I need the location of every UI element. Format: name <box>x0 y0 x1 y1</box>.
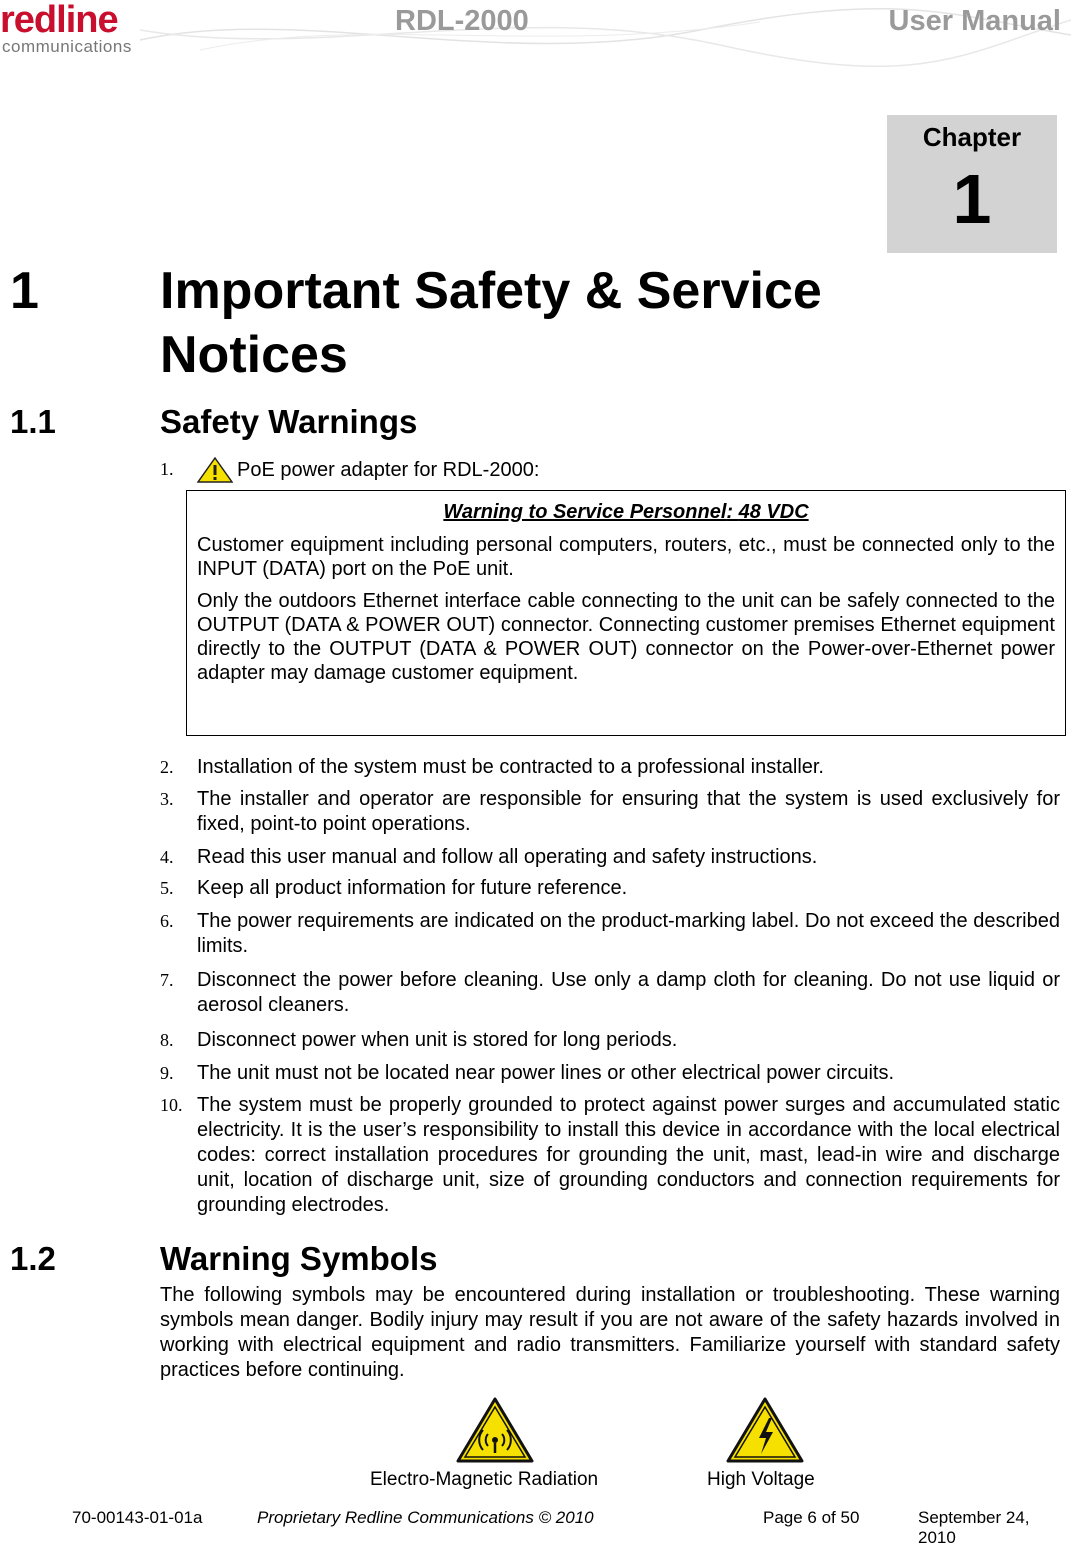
list-item <box>160 787 1060 837</box>
list-item <box>160 909 1060 959</box>
section-title: Warning Symbols <box>160 1240 438 1277</box>
list-item-text: The installer and operator are responsible for ensuring that the system is used exclusively for fixed, point-to point operations. <box>197 788 1060 835</box>
list-item-number: 9. <box>160 1063 174 1083</box>
list-item-text: Installation of the system must be contracted to a professional installer. <box>197 756 824 778</box>
chapter-label: Chapter <box>922 122 1022 152</box>
list-item-text: Keep all product information for future reference. <box>197 877 628 899</box>
section-number: 1.2 <box>10 1240 56 1277</box>
warning-title-voltage: 48 VDC <box>738 501 809 523</box>
warning-paragraph: Only the outdoors Ethernet interface cable connecting to the unit can be safely connected to the OUTPUT (DATA & POWER OUT) connector. Connecting customer premises Ethernet equipment directly to the OUTPUT (DATA & POWER OUT) connector on the Power-over-Ethernet power adapter may damage customer equipment. <box>197 590 1055 684</box>
chapter-heading-number: 1 <box>10 262 39 320</box>
warning-title-main: Warning to Service Personnel <box>443 501 727 523</box>
header-product-name: RDL-2000 <box>395 5 529 37</box>
chapter-heading-title: Important Safety & Service Notices <box>160 262 822 384</box>
high-voltage-icon <box>725 1396 805 1464</box>
list-item-number: 5. <box>160 878 174 898</box>
list-item-number: 3. <box>160 789 174 809</box>
footer-proprietary-notice: Proprietary Redline Communications © 2010 <box>257 1508 594 1527</box>
list-item-number: 6. <box>160 911 174 931</box>
list-item-text: Disconnect power when unit is stored for long periods. <box>197 1029 678 1051</box>
list-item-number: 7. <box>160 970 174 990</box>
list-item <box>160 1093 1060 1218</box>
list-item <box>160 1061 1060 1086</box>
high-voltage-label: High Voltage <box>707 1469 815 1490</box>
list-item <box>160 845 1060 870</box>
warning-paragraph: Customer equipment including personal computers, routers, etc., must be connected only to the INPUT (DATA) port on the PoE unit. <box>197 534 1055 580</box>
electromagnetic-radiation-icon <box>455 1396 535 1464</box>
list-item-text: Disconnect the power before cleaning. Use only a damp cloth for cleaning. Do not use liquid or aerosol cleaners. <box>197 969 1060 1016</box>
chapter-box <box>887 115 1057 253</box>
list-item <box>160 1028 1060 1053</box>
warning-box-title <box>197 499 1055 525</box>
list-item-text: PoE power adapter for RDL-2000: <box>237 458 540 481</box>
symbols-intro-paragraph: The following symbols may be encountered during installation or troubleshooting. These warning symbols mean danger. Bodily injury may result if you are not aware of the safety hazards involved in working with electrical equipment and radio transmitters. Familiarize yourself with standard safety practices before continuing. <box>160 1284 1060 1381</box>
list-item-text: Read this user manual and follow all operating and safety instructions. <box>197 846 818 868</box>
list-item <box>160 755 1060 780</box>
footer-document-number: 70-00143-01-01a <box>72 1508 203 1527</box>
section-number: 1.1 <box>10 403 56 440</box>
list-item-text: The power requirements are indicated on the product-marking label. Do not exceed the described limits. <box>197 910 1060 957</box>
list-item-number: 10. <box>160 1095 183 1115</box>
list-item <box>160 457 1060 483</box>
warning-triangle-icon <box>197 457 233 483</box>
list-item-number: 4. <box>160 847 174 867</box>
list-item-number: 1. <box>160 459 174 479</box>
list-item-text: The system must be properly grounded to protect against power surges and accumulated static electricity. It is the user’s responsibility to install this device in accordance with the local electrical codes: correct installation procedures for grounding the unit, mast, lead-in wire and discharge unit, location of discharge unit, size of grounding conductors and connection requirements for grounding electrodes. <box>197 1094 1060 1216</box>
electromagnetic-radiation-label: Electro-Magnetic Radiation <box>370 1469 599 1490</box>
list-item-number: 2. <box>160 757 174 777</box>
footer-page-number: Page 6 of 50 <box>763 1508 860 1527</box>
list-item-number: 8. <box>160 1030 174 1050</box>
redline-logo-subtitle: communications <box>2 37 132 56</box>
list-item <box>160 876 1060 901</box>
list-item-text: The unit must not be located near power lines or other electrical power circuits. <box>197 1062 895 1084</box>
warning-box <box>186 490 1066 736</box>
footer-date: September 24, 2010 <box>918 1508 1030 1547</box>
header-manual-title: User Manual <box>888 5 1061 37</box>
chapter-number: 1 <box>952 160 992 238</box>
section-title: Safety Warnings <box>160 403 418 440</box>
list-item <box>160 968 1060 1018</box>
warning-title-separator: : <box>726 501 739 523</box>
redline-logo: redline <box>0 0 118 41</box>
